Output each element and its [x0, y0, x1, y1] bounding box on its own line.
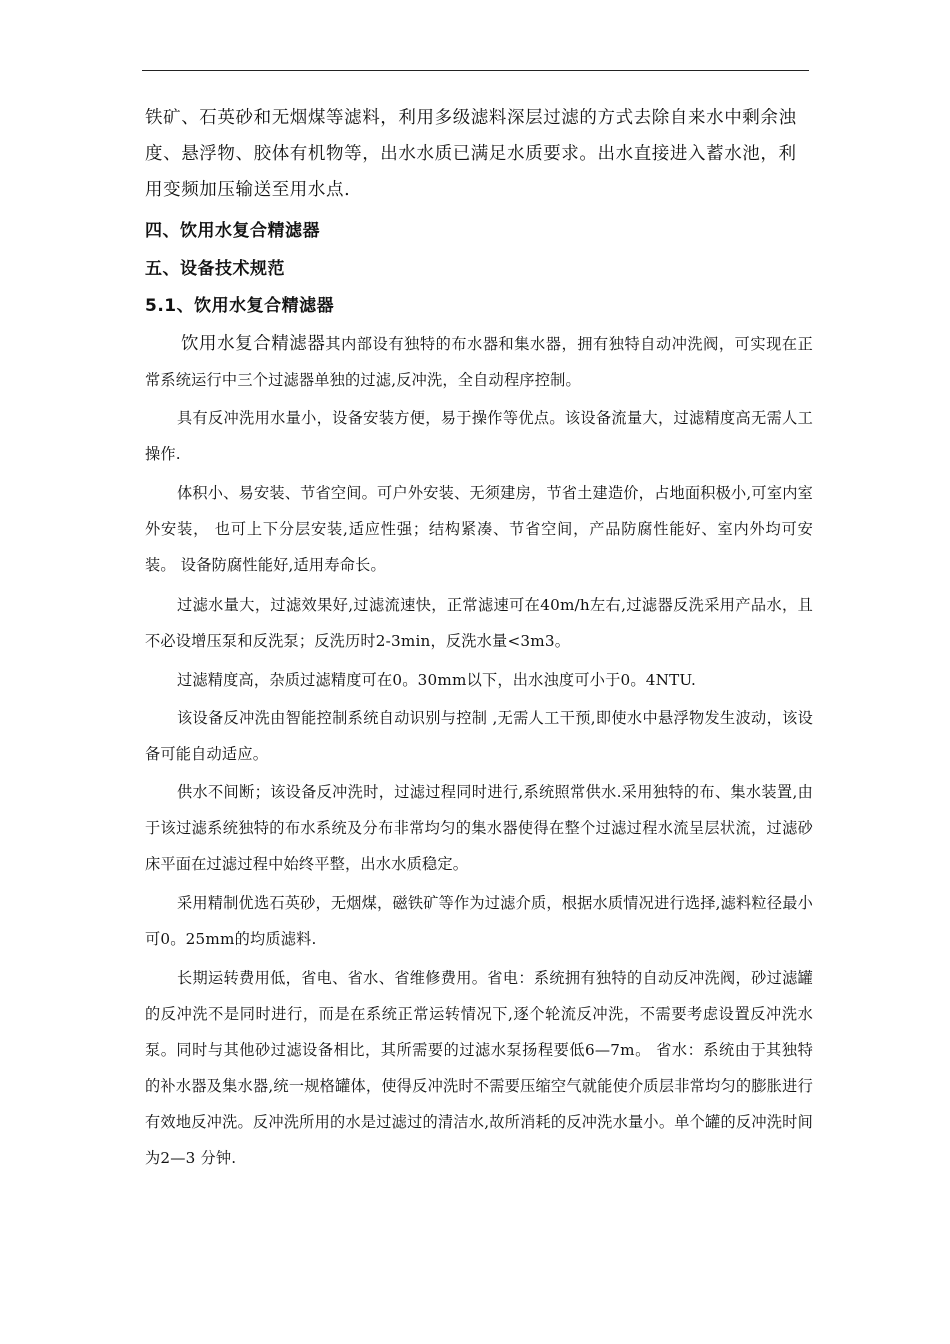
intro-paragraph: 铁矿、石英砂和无烟煤等滤料，利用多级滤料深层过滤的方式去除自来水中剩余浊度、悬浮物、胶体有机物等，出水水质已满足水质要求。出水直接进入蓄水池，利用变频加压输送至用水点.: [145, 108, 797, 200]
paragraph-7: 供水不间断；该设备反冲洗时，过滤过程同时进行,系统照常供水.采用独特的布、集水装置,由于该过滤系统独特的布水系统及分布非常均匀的集水器使得在整个过滤过程水流呈层状流，过滤砂床平面在过滤过程中始终平整，出水水质稳定。: [145, 783, 813, 873]
paragraph-5: 过滤精度高，杂质过滤精度可在0。30mm以下，出水浊度可小于0。4NTU.: [177, 671, 697, 689]
paragraph-6: 该设备反冲洗由智能控制系统自动识别与控制 ,无需人工干预,即使水中悬浮物发生波动，该设备可能自动适应。: [145, 709, 813, 763]
paragraph-1-rest: 其内部设有独特的布水器和集水器，拥有独特自动冲洗阀，可实现在正常系统运行中三个过滤器单独的过滤,反冲洗，全自动程序控制。: [145, 335, 813, 389]
paragraph-9: 长期运转费用低，省电、省水、省维修费用。省电：系统拥有独特的自动反冲洗阀，砂过滤罐的反冲洗不是同时进行，而是在系统正常运转情况下,逐个轮流反冲洗，不需要考虑设置反冲洗水泵。同时与其他砂过滤设备相比，其所需要的过滤水泵扬程要低6—7m。 省水：系统由于其独特的补水器及集水器,统一规格罐体，使得反冲洗时不需要压缩空气就能使介质层非常均匀的膨胀进行有效地反冲洗。反冲洗所用的水是过滤过的清洁水,故所消耗的反冲洗水量小。单个罐的反冲洗时间为2—3 分钟.: [145, 969, 813, 1167]
paragraph-2: 具有反冲洗用水量小，设备安装方便，易于操作等优点。该设备流量大，过滤精度高无需人工操作.: [145, 409, 813, 463]
paragraph-1: [145, 326, 813, 398]
paragraph-4: 过滤水量大，过滤效果好,过滤流速快，正常滤速可在40m/h左右,过滤器反洗采用产品水，且不必设增压泵和反洗泵；反洗历时2-3min，反洗水量<3m3。: [145, 596, 813, 650]
paragraph-3: 体积小、易安装、节省空间。可户外安装、无须建房，节省土建造价，占地面积极小,可室内室外安装， 也可上下分层安装,适应性强；结构紧凑、节省空间，产品防腐性能好、室内外均可安装。 设备防腐性能好,适用寿命长。: [145, 484, 813, 574]
paragraph-1-lead: 饮用水复合精滤器: [181, 334, 326, 354]
paragraph-8: 采用精制优选石英砂，无烟煤，磁铁矿等作为过滤介质，根据水质情况进行选择,滤料粒径最小可0。25mm的均质滤料.: [145, 894, 813, 948]
header-rule: [142, 70, 809, 71]
heading-section-5: 五、设备技术规范: [145, 259, 285, 279]
heading-section-5-1: 5.1、饮用水复合精滤器: [145, 296, 335, 316]
heading-section-4: 四、饮用水复合精滤器: [145, 221, 320, 241]
